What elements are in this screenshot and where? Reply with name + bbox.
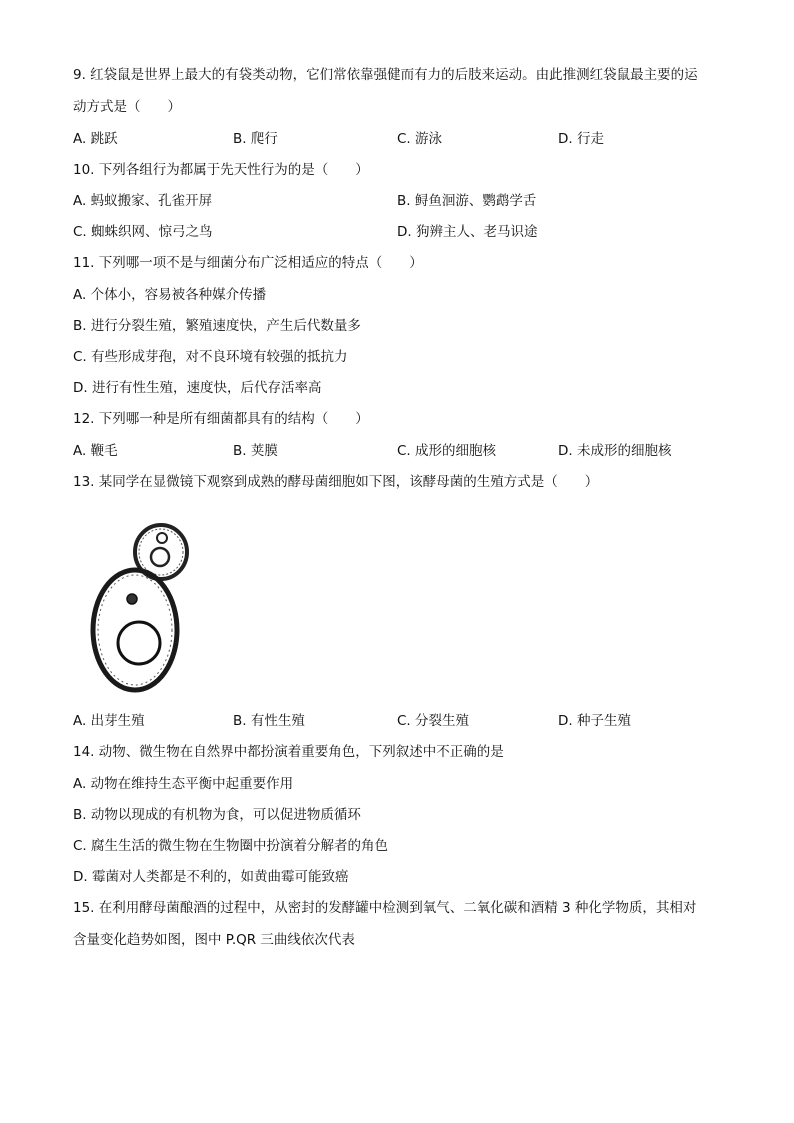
q14-option-d: D. 霉菌对人类都是不利的，如黄曲霉可能致癌 [73,869,349,885]
q12-option-c: C. 成形的细胞核 [397,443,497,459]
q12-option-b: B. 荚膜 [233,443,278,459]
q13-option-b: B. 有性生殖 [233,713,305,729]
q9-option-a: A. 跳跃 [73,131,118,147]
q9-option-d: D. 行走 [558,131,604,147]
q9-option-c: C. 游泳 [397,131,443,147]
q10-option-a: A. 蚂蚁搬家、孔雀开屏 [73,193,213,209]
q11-option-a: A. 个体小，容易被各种媒介传播 [73,287,267,303]
q14-stem: 14. 动物、微生物在自然界中都扮演着重要角色，下列叙述中不正确的是 [73,744,504,760]
q15-stem-line-1: 15. 在利用酵母菌酿酒的过程中，从密封的发酵罐中检测到氧气、二氧化碳和酒精 3 种化学物质，其相对 [73,900,697,916]
q12-option-d: D. 未成形的细胞核 [558,443,672,459]
q12-stem: 12. 下列哪一种是所有细菌都具有的结构（ ） [73,411,369,427]
q12-option-a: A. 鞭毛 [73,443,118,459]
q15-stem-line-2: 含量变化趋势如图，图中 P.QR 三曲线依次代表 [73,932,355,948]
q13-option-d: D. 种子生殖 [558,713,631,729]
q14-option-a: A. 动物在维持生态平衡中起重要作用 [73,776,294,792]
q13-stem: 13. 某同学在显微镜下观察到成熟的酵母菌细胞如下图，该酵母菌的生殖方式是（ ） [73,474,599,490]
q10-option-d: D. 狗辨主人、老马识途 [397,224,538,240]
q10-stem: 10. 下列各组行为都属于先天性行为的是（ ） [73,162,369,178]
q11-option-c: C. 有些形成芽孢，对不良环境有较强的抵抗力 [73,349,348,365]
q9-stem-line-2: 动方式是（ ） [73,99,181,115]
q14-option-b: B. 动物以现成的有机物为食，可以促进物质循环 [73,807,361,823]
q13-option-c: C. 分裂生殖 [397,713,470,729]
q11-option-d: D. 进行有性生殖，速度快，后代存活率高 [73,380,322,396]
q13-option-a: A. 出芽生殖 [73,713,145,729]
yeast-cell-figure [88,515,198,705]
q9-option-b: B. 爬行 [233,131,278,147]
q11-option-b: B. 进行分裂生殖，繁殖速度快，产生后代数量多 [73,318,361,334]
q10-option-c: C. 蜘蛛织网、惊弓之鸟 [73,224,213,240]
q9-stem-line-1: 9. 红袋鼠是世界上最大的有袋类动物，它们常依靠强健而有力的后肢来运动。由此推测红袋鼠最主要的运 [73,67,698,83]
q14-option-c: C. 腐生生活的微生物在生物圈中扮演着分解者的角色 [73,838,389,854]
q11-stem: 11. 下列哪一项不是与细菌分布广泛相适应的特点（ ） [73,255,423,271]
q10-option-b: B. 鲟鱼洄游、鹦鹉学舌 [397,193,537,209]
yeast-mother-cell [93,570,177,690]
